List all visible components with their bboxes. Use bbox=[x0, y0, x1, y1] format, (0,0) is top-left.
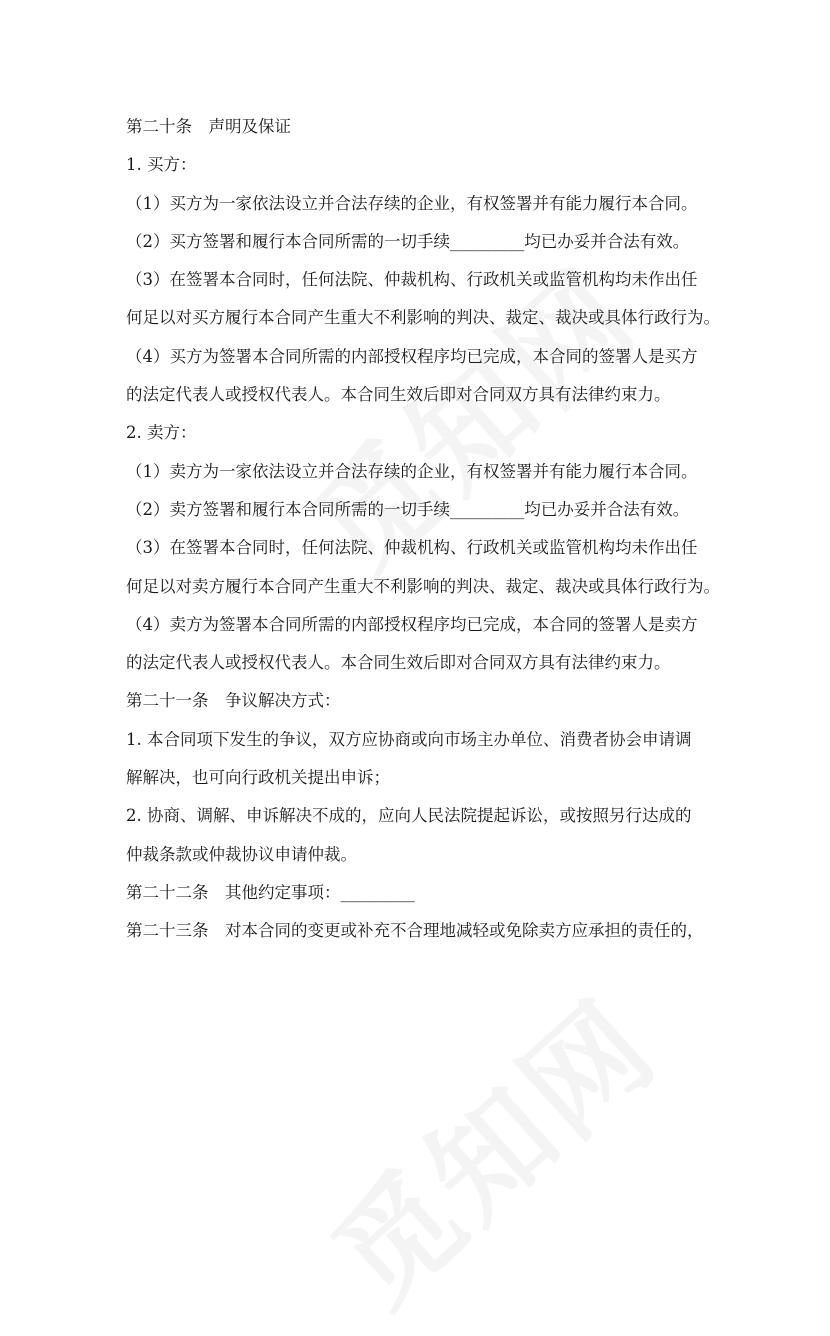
seller-clause-3-cont: 何足以对卖方履行本合同产生重大不利影响的判决、裁定、裁决或具体行政行为。 bbox=[126, 576, 720, 596]
buyer-clause-2: （2）买方签署和履行本合同所需的一切手续_________均已办妥并合法有效。 bbox=[126, 231, 690, 251]
buyer-clause-3-cont: 何足以对买方履行本合同产生重大不利影响的判决、裁定、裁决或具体行政行为。 bbox=[126, 308, 720, 328]
seller-clause-4: （4）卖方为签署本合同所需的内部授权程序均已完成，本合同的签署人是卖方 bbox=[126, 614, 698, 634]
dispute-clause-2-cont: 仲裁条款或仲裁协议申请仲裁。 bbox=[126, 844, 357, 864]
buyer-clause-3: （3）在签署本合同时，任何法院、仲裁机构、行政机关或监管机构均未作出任 bbox=[126, 270, 698, 290]
seller-clause-1: （1）卖方为一家依法设立并合法存续的企业，有权签署并有能力履行本合同。 bbox=[126, 461, 698, 481]
article-22-heading: 第二十二条 其他约定事项：_________ bbox=[126, 882, 415, 902]
buyer-heading: 1. 买方： bbox=[126, 155, 197, 175]
article-21-heading: 第二十一条 争议解决方式： bbox=[126, 691, 341, 711]
buyer-clause-1: （1）买方为一家依法设立并合法存续的企业，有权签署并有能力履行本合同。 bbox=[126, 193, 698, 213]
dispute-clause-1-cont: 解解决，也可向行政机关提出申诉； bbox=[126, 768, 390, 788]
watermark bbox=[291, 956, 687, 1336]
dispute-clause-2: 2. 协商、调解、申诉解决不成的，应向人民法院提起诉讼，或按照另行达成的 bbox=[126, 806, 692, 826]
seller-clause-2: （2）卖方签署和履行本合同所需的一切手续_________均已办妥并合法有效。 bbox=[126, 499, 690, 519]
buyer-clause-4: （4）买方为签署本合同所需的内部授权程序均已完成，本合同的签署人是买方 bbox=[126, 346, 698, 366]
dispute-clause-1: 1. 本合同项下发生的争议，双方应协商或向市场主办单位、消费者协会申请调 bbox=[126, 729, 692, 749]
seller-clause-3: （3）在签署本合同时，任何法院、仲裁机构、行政机关或监管机构均未作出任 bbox=[126, 538, 698, 558]
article-20-heading: 第二十条 声明及保证 bbox=[126, 117, 291, 136]
buyer-clause-4-cont: 的法定代表人或授权代表人。本合同生效后即对合同双方具有法律约束力。 bbox=[126, 385, 671, 405]
seller-heading: 2. 卖方： bbox=[126, 423, 197, 443]
seller-clause-4-cont: 的法定代表人或授权代表人。本合同生效后即对合同双方具有法律约束力。 bbox=[126, 653, 671, 673]
article-23-heading: 第二十三条 对本合同的变更或补充不合理地减轻或免除卖方应承担的责任的， bbox=[126, 921, 704, 941]
document-body bbox=[126, 108, 720, 951]
